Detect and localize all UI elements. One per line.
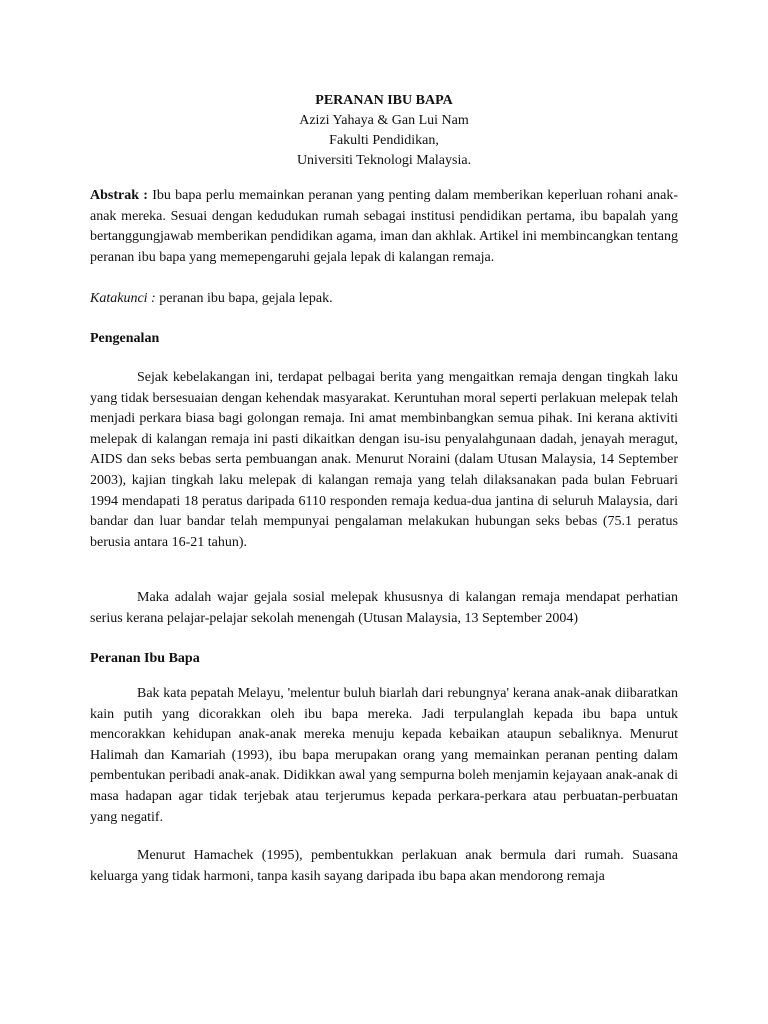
role-paragraph-2: Menurut Hamachek (1995), pembentukkan perlakuan anak bermula dari rumah. Suasana keluarga yang tidak harmoni, tanpa kasih sayang daripada ibu bapa akan mendorong remaja [90,848,678,884]
faculty: Fakulti Pendidikan, [329,133,439,148]
section-heading-pengenalan: Pengenalan [90,331,160,346]
intro-paragraph-2: Maka adalah wajar gejala sosial melepak khususnya di kalangan remaja mendapat perhatian serius kerana pelajar-pelajar sekolah menengah (Utusan Malaysia, 13 September 2004) [90,590,678,626]
abstract-paragraph [90,186,678,268]
keywords-text: peranan ibu bapa, gejala lepak. [155,291,333,306]
authors: Azizi Yahaya & Gan Lui Nam [299,113,469,128]
intro-paragraph-1: Sejak kebelakangan ini, terdapat pelbagai berita yang mengaitkan remaja dengan tingkah laku yang tidak bersesuaian dengan kehendak masyarakat. Keruntuhan moral seperti perlakuan melepak telah menjadi perkara biasa bagi golongan remaja. Ini amat membinbangkan semua pihak. Ini kerana aktiviti melepak di kalangan remaja ini pasti dikaitkan dengan isu-isu penyalahgunaan dadah, jenayah meragut, AIDS dan seks bebas serta pembuangan anak. Menurut Noraini (dalam Utusan Malaysia, 14 September 2003), kajian tingkah laku melepak di kalangan remaja yang telah dilaksanakan pada bulan Februari 1994 mendapati 18 peratus daripada 6110 responden remaja kedua-dua jantina di seluruh Malaysia, dari bandar dan luar bandar telah mempunyai pengalaman melakukan hubungan seks bebas (75.1 peratus berusia antara 16-21 tahun). [90,370,678,550]
keywords-paragraph [90,289,678,310]
university: Universiti Teknologi Malaysia. [296,153,472,168]
role-paragraph-1: Bak kata pepatah Melayu, 'melentur buluh biarlah dari rebungnya' kerana anak-anak diibaratkan kain putih yang dicorakkan oleh ibu bapa mereka. Jadi terpulanglah kepada ibu bapa untuk mencorakkan kehidupan anak-anak mereka menuju kepada kebaikan ataupun sebaliknya. Menurut Halimah dan Kamariah (1993), ibu bapa merupakan orang yang memainkan peranan penting dalam pembentukan peribadi anak-anak. Didikkan awal yang sempurna boleh menjamin kejayaan anak-anak di masa hadapan agar tidak terjebak atau terjerumus kepada perkara-perkara atau perbuatan-perbuatan yang negatif. [90,686,678,825]
abstract-text: Ibu bapa perlu memainkan peranan yang penting dalam memberikan keperluan rohani anak-anak mereka. Sesuai dengan kedudukan rumah sebagai institusi pendidikan pertama, ibu bapalah yang bertanggungjawab memberikan pendidikan agama, iman dan akhlak. Artikel ini membincangkan tentang peranan ibu bapa yang memepengaruhi gejala lepak di kalangan remaja. [90,188,679,265]
keywords-label: Katakunci : [90,291,156,306]
document-title: PERANAN IBU BAPA [315,93,453,108]
abstract-label: Abstrak : [90,188,148,203]
section-heading-peranan: Peranan Ibu Bapa [90,651,200,666]
document-header [90,91,678,171]
